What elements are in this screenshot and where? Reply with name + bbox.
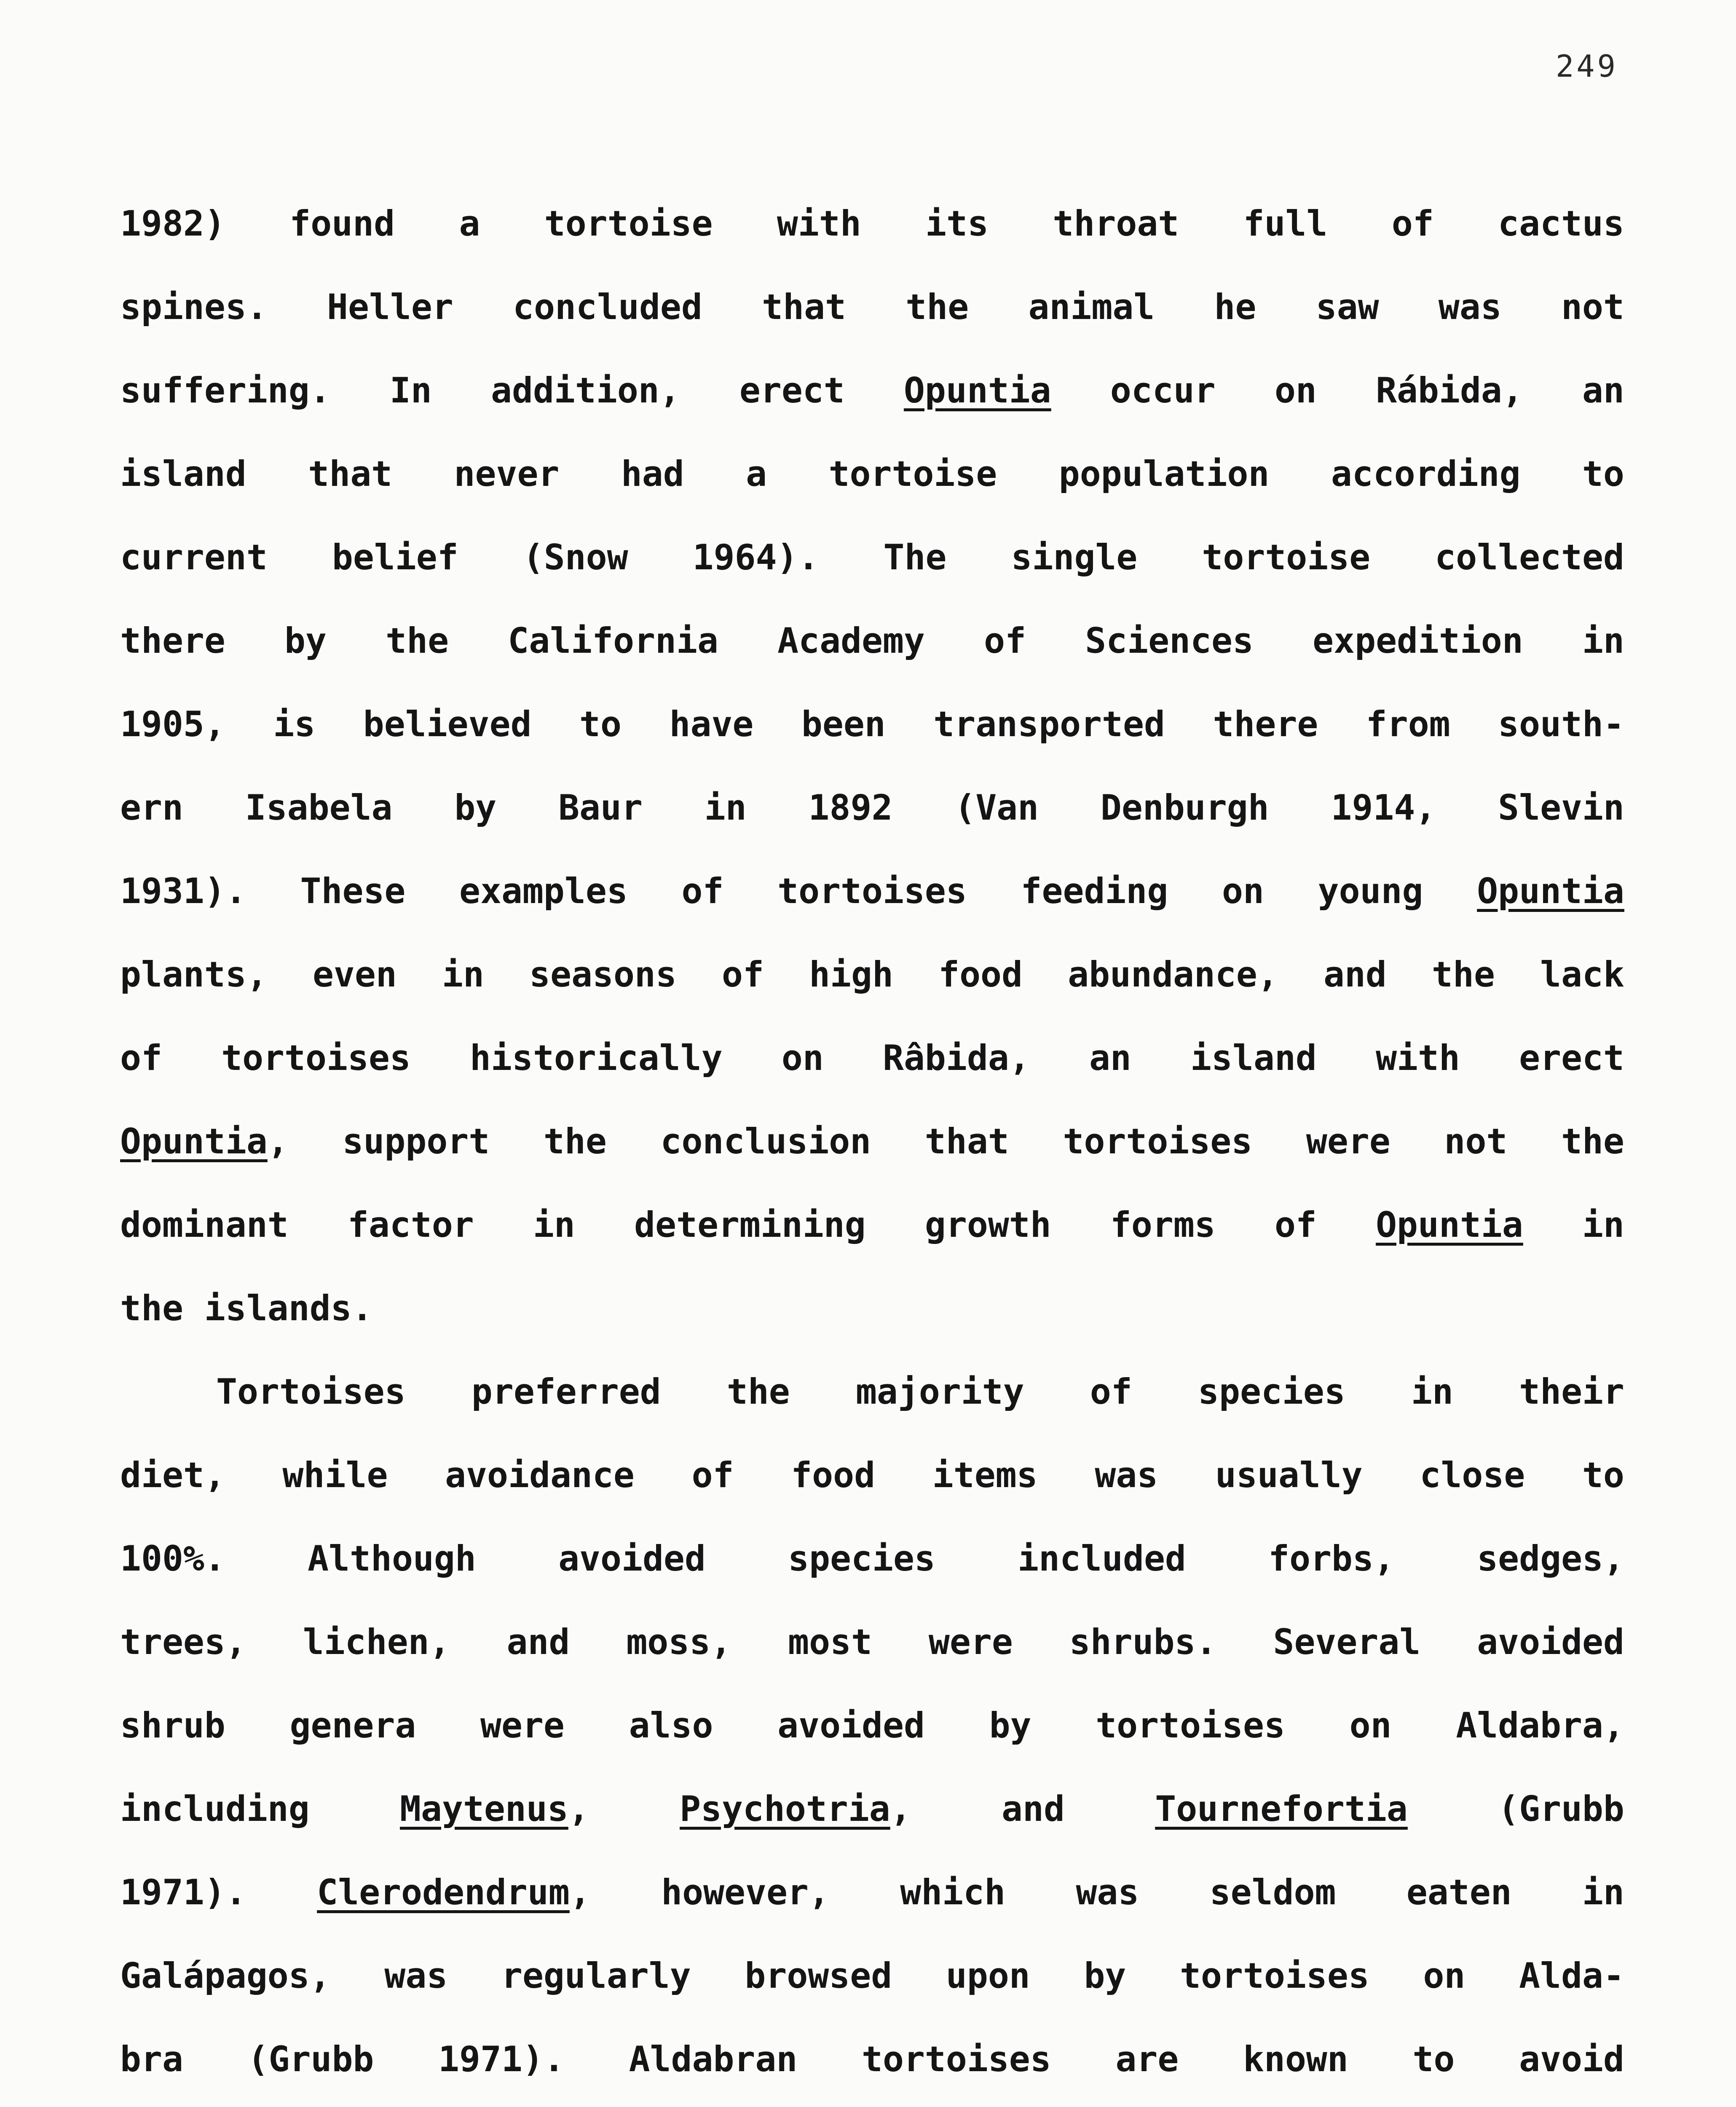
underlined-term: Opuntia — [1376, 1204, 1523, 1245]
text-line — [120, 516, 1624, 599]
text-segment: Tortoises preferred the majority of species in their — [216, 1371, 1624, 1412]
text-line — [120, 766, 1624, 850]
text-line — [120, 1267, 1624, 1350]
underlined-term: Opuntia — [1477, 871, 1624, 911]
text-segment: trees, lichen, and moss, most were shrubs. Several avoided — [120, 1622, 1624, 1662]
text-segment: spines. Heller concluded that the animal he saw was not — [120, 287, 1624, 327]
text-line — [120, 1016, 1624, 1100]
text-line — [120, 2101, 1624, 2107]
text-segment: there by the California Academy of Sciences expedition in — [120, 620, 1624, 661]
text-line — [120, 1350, 1624, 1434]
text-line — [120, 432, 1624, 516]
text-segment: Galápagos, was regularly browsed upon by tortoises on Alda- — [120, 1955, 1624, 1996]
text-segment: 1905, is believed to have been transported there from south- — [120, 704, 1624, 745]
text-line — [120, 1851, 1624, 1934]
text-segment: , however, which was seldom eaten in — [569, 1872, 1624, 1913]
text-line — [120, 182, 1624, 265]
text-line — [120, 933, 1624, 1016]
text-line — [120, 683, 1624, 766]
text-segment: 1971). — [120, 1872, 317, 1913]
text-segment: (Grubb — [1407, 1788, 1625, 1829]
text-segment: of tortoises historically on Râbida, an island with erect — [120, 1037, 1624, 1078]
underlined-term: Maytenus — [400, 1788, 568, 1829]
text-line — [120, 599, 1624, 683]
text-segment: ern Isabela by Baur in 1892 (Van Denburgh 1914, Slevin — [120, 787, 1624, 828]
text-segment: dominant factor in determining growth forms of — [120, 1204, 1376, 1245]
underlined-term: Opuntia — [120, 1121, 268, 1162]
text-segment: the islands. — [120, 1288, 373, 1329]
text-segment: , and — [890, 1788, 1155, 1829]
text-segment: current belief (Snow 1964). The single tortoise collected — [120, 537, 1624, 578]
text-segment: 1931). These examples of tortoises feeding on young — [120, 871, 1477, 911]
text-segment: bra (Grubb 1971). Aldabran tortoises are known to avoid — [120, 2039, 1624, 2080]
page-number: 249 — [1555, 48, 1618, 84]
text-line — [120, 1100, 1624, 1183]
text-line — [120, 1434, 1624, 1517]
underlined-term: Tournefortia — [1155, 1788, 1408, 1829]
text-segment: plants, even in seasons of high food abundance, and the lack — [120, 954, 1624, 995]
text-line — [120, 1684, 1624, 1767]
text-segment: including — [120, 1788, 400, 1829]
underlined-term: Psychotria — [680, 1788, 890, 1829]
text-line — [120, 2018, 1624, 2101]
underlined-term: Opuntia — [903, 370, 1051, 411]
text-segment: 100%. Although avoided species included forbs, sedges, — [120, 1538, 1624, 1579]
text-line — [120, 349, 1624, 432]
underlined-term: Clerodendrum — [317, 1872, 570, 1913]
text-line — [120, 1600, 1624, 1684]
body-text — [120, 182, 1624, 2107]
text-segment: occur on Rábida, an — [1051, 370, 1624, 411]
text-segment: shrub genera were also avoided by tortoises on Aldabra, — [120, 1705, 1624, 1746]
text-line — [120, 850, 1624, 933]
text-line — [120, 265, 1624, 349]
text-segment: , — [568, 1788, 680, 1829]
text-segment: , support the conclusion that tortoises were not the — [267, 1121, 1624, 1162]
text-line — [120, 1183, 1624, 1267]
text-line — [120, 1767, 1624, 1851]
text-segment: diet, while avoidance of food items was usually close to — [120, 1455, 1624, 1496]
text-line — [120, 1934, 1624, 2018]
text-segment: 1982) found a tortoise with its throat full of cactus — [120, 203, 1624, 244]
text-line — [120, 1517, 1624, 1600]
text-segment: in — [1523, 1204, 1624, 1245]
text-segment: island that never had a tortoise population according to — [120, 453, 1624, 494]
text-segment: suffering. In addition, erect — [120, 370, 904, 411]
